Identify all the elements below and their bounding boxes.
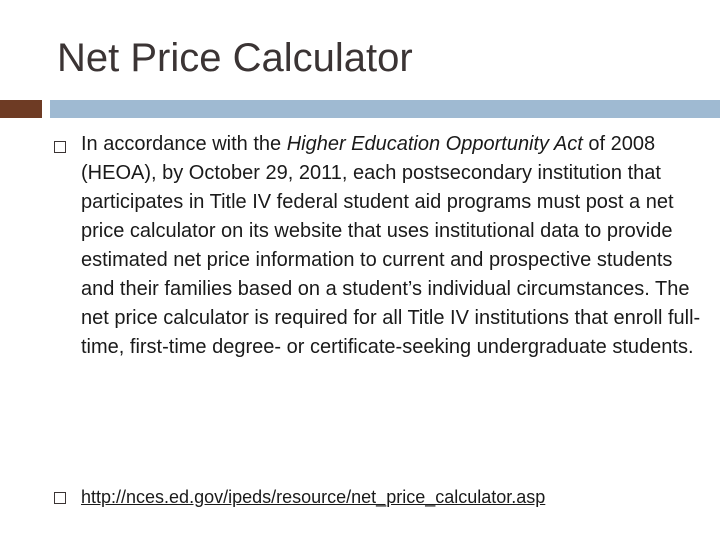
net-price-calculator-link[interactable]: http://nces.ed.gov/ipeds/resource/net_price_calculator.asp — [81, 487, 546, 507]
square-bullet-icon — [54, 141, 66, 153]
slide-title: Net Price Calculator — [57, 36, 413, 80]
bullet-text-before: In accordance with the — [81, 133, 287, 155]
square-bullet-icon — [54, 492, 66, 504]
title-accent-bar-brown — [0, 100, 42, 118]
title-accent-bar-blue — [50, 100, 720, 118]
bullet-emphasis: Higher Education Opportunity Act — [286, 133, 583, 155]
bullet-text-after: of 2008 (HEOA), by October 29, 2011, each postsecondary institution that participates in Title IV federal student aid programs must post a net price calculator on its website that uses institutional data to provide estimated net price information to current and prospective students and their families based on a student’s individual circumstances. The net price calculator is required for all Title IV institutions that enroll full-time, first-time degree- or certificate-seeking undergraduate students. — [81, 133, 701, 358]
bullet-paragraph — [81, 130, 701, 362]
